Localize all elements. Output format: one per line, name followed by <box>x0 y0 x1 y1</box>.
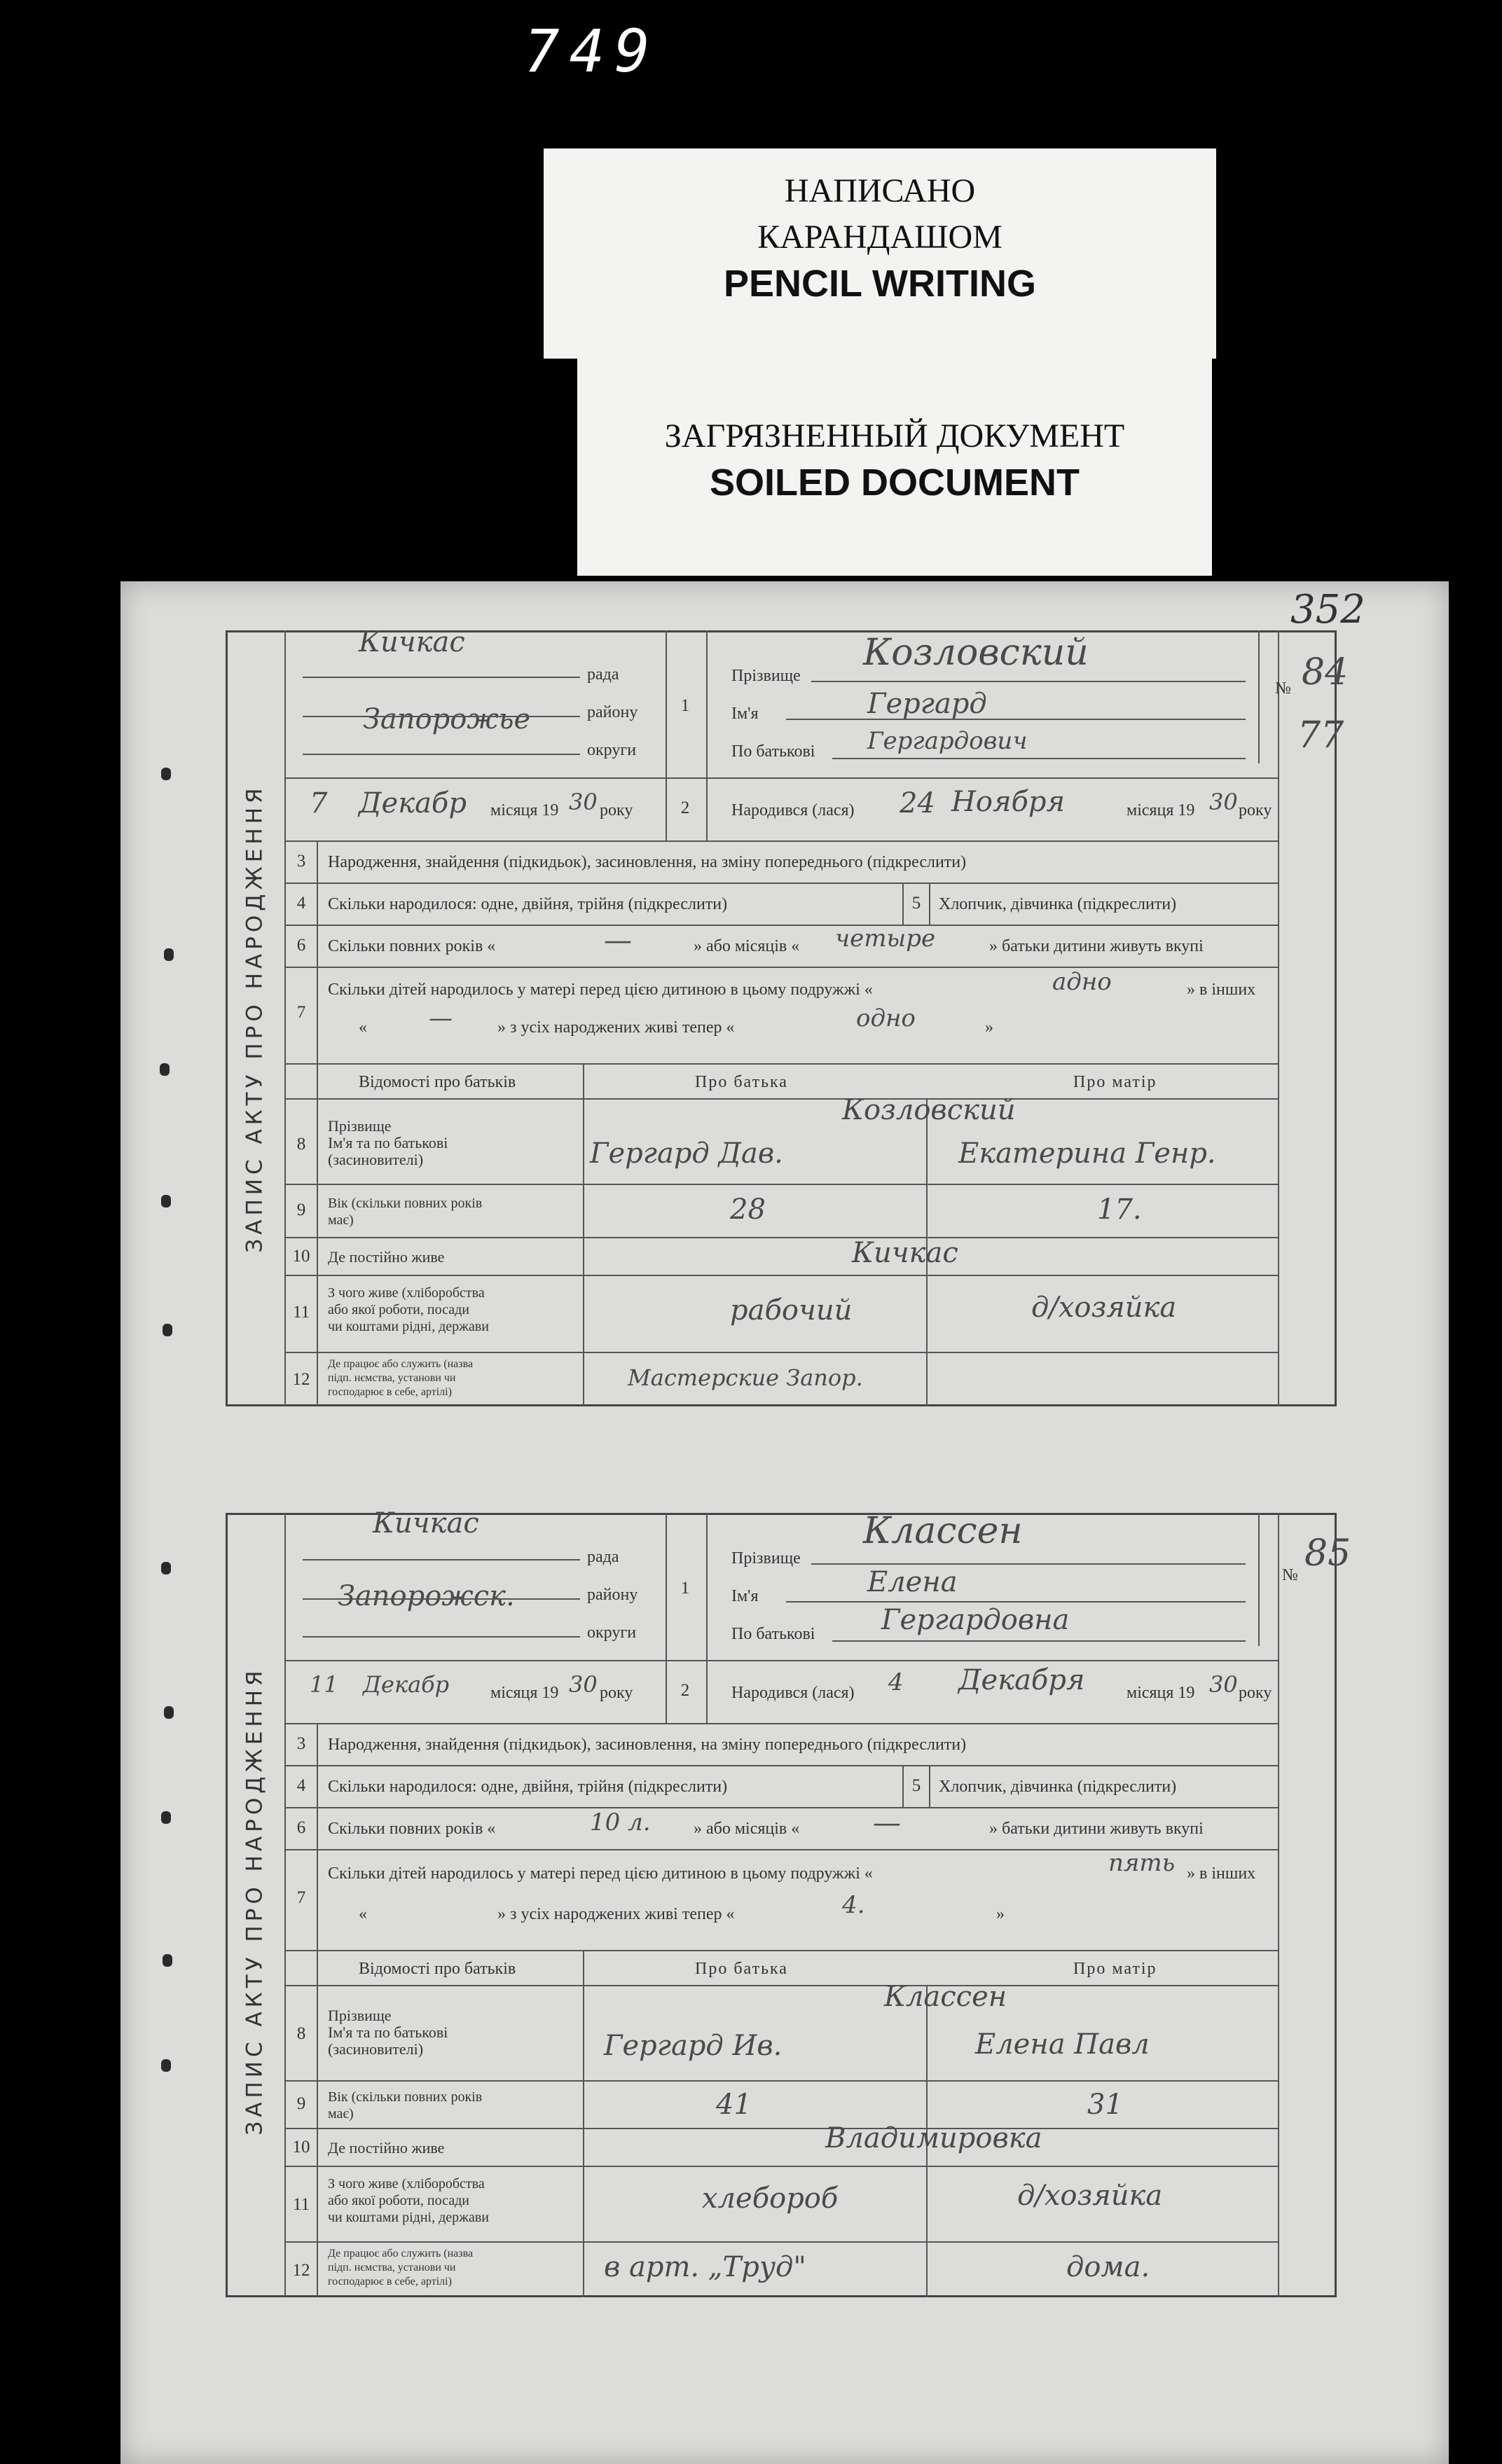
mother-header: Про матір <box>1073 1960 1157 1978</box>
registration-year: 30 <box>569 789 598 815</box>
registration-month: Декабр <box>359 787 467 819</box>
pencil-notice-ru-line1: НАПИСАНО <box>784 172 976 209</box>
children-before: пять <box>1108 1849 1176 1877</box>
months-together: четыре <box>835 925 936 953</box>
rada-value: Кичкас <box>373 1507 479 1539</box>
binding-hole <box>161 1562 171 1574</box>
row5-sex-text: Хлопчик, дівчинка (підкреслити) <box>939 1778 1177 1796</box>
number-label: № <box>1275 679 1291 698</box>
patronymic-label: По батькові <box>731 742 815 761</box>
row8-label: Прізвище Ім'я та по батькові (засиновителі) <box>328 1117 448 1168</box>
child-patronymic: Гергардовна <box>881 1604 1070 1636</box>
birth-month: Декабря <box>958 1664 1085 1696</box>
binding-hole <box>161 2059 171 2072</box>
child-name: Елена <box>867 1566 958 1598</box>
binding-hole <box>164 948 174 961</box>
binding-hole <box>164 1706 174 1719</box>
row3-text: Народження, знайдення (підкидьок), засиновлення, на зміну попереднього (підкреслити) <box>328 1736 967 1754</box>
birth-year: 30 <box>1209 789 1238 815</box>
registration-month: Декабр <box>363 1671 450 1698</box>
binding-hole <box>161 1195 171 1207</box>
born-month-label: місяця 19 <box>1126 1684 1195 1702</box>
rada-label: рада <box>587 1548 619 1566</box>
record-side-title: ЗАПИС АКТУ ПРО НАРОДЖЕННЯ <box>242 784 268 1253</box>
row9-label: Вік (скільки повних років має) <box>328 1196 483 1228</box>
born-label: Народився (лася) <box>731 1684 855 1702</box>
row3-text: Народження, знайдення (підкидьок), засиновлення, на зміну попереднього (підкреслити) <box>328 853 967 871</box>
birth-record-85: ЗАПИС АКТУ ПРО НАРОДЖЕННЯ Кичкас рада Запорожск. району округи 11 Декабр місяця 19 30 року 1 2 Прізвище Классен Ім'я Елена По батькові Гергардовна Народився (лася) 4 Декабря місяця 19 30 року № 85 3 Народження, знайдення (підкидьок), засиновлення, на зміну попереднього (підкреслити) 4 Скільки народилося: одне, двійня, трійня (підкреслити) 5 Хлопчик, дівчинка (підкреслити) 6 Скільки повних років « 10 л. » або місяців « — » батьки дитини живуть вкупі 7 Скільки дітей народилось у матері перед цією дитиною в цьому подружжі « пять » в інших « » з усіх народжених живі тепер « 4. » Відомості про батьків Про батька Про матір 8 Прізвище Ім'я та по батькові (засиновителі) Классен Гергард Ив. Елена Павл 9 Вік (скільки повних років має) 41 31 10 Де постійно живе Владимировка 11 З чого живе (хліборобства або якої роботи, посади чи коштами рідні, держави хлебороб д/хозяйка 12 Де працює або служить (назва підп. нємства, установи чи господарює в себе, артілі) в арт. „Труд" дома. <box>226 1513 1337 2289</box>
roku-label: року <box>600 1684 633 1702</box>
row9-label: Вік (скільки повних років має) <box>328 2089 483 2122</box>
patronymic-label: По батькові <box>731 1625 815 1643</box>
pencil-writing-notice <box>544 148 1216 359</box>
surname-label: Прізвище <box>731 667 801 685</box>
mother-age: 17. <box>1097 1193 1142 1226</box>
row10-label: Де постійно живе <box>328 2139 445 2157</box>
binding-hole <box>163 1954 172 1967</box>
registration-day: 11 <box>310 1671 338 1698</box>
okrug-label: округи <box>587 1624 637 1642</box>
month-year-label: місяця 19 <box>490 1684 559 1702</box>
name-label: Ім'я <box>731 705 759 723</box>
child-surname: Классен <box>863 1510 1023 1552</box>
mother-name: Екатерина Генр. <box>958 1137 1216 1170</box>
row8-label: Прізвище Ім'я та по батькові (засиновителі) <box>328 2007 448 2058</box>
pencil-notice-en: PENCIL WRITING <box>723 263 1036 305</box>
registration-year: 30 <box>569 1671 598 1698</box>
record-number: 85 <box>1304 1532 1351 1574</box>
page-number: 352 <box>1290 587 1365 632</box>
row11-label: З чого живе (хліборобства або якої роботи, посади чи коштами рідні, держави <box>328 2176 489 2225</box>
raion-label: району <box>587 1586 638 1604</box>
binding-hole <box>160 1063 170 1076</box>
birth-year: 30 <box>1209 1671 1238 1698</box>
father-header: Про батька <box>695 1073 788 1091</box>
children-alive: одно <box>856 1004 916 1032</box>
child-name: Гергард <box>867 688 987 720</box>
father-workplace: в арт. „Труд" <box>604 2251 806 2283</box>
mother-occupation: д/хозяйка <box>1031 1292 1177 1324</box>
residence: Владимировка <box>825 2122 1042 2154</box>
name-label: Ім'я <box>731 1587 759 1605</box>
father-occupation: хлебороб <box>702 2182 839 2215</box>
binding-hole <box>163 1324 172 1336</box>
mother-header: Про матір <box>1073 1073 1157 1091</box>
soiled-notice-en: SOILED DOCUMENT <box>709 462 1080 504</box>
row5-sex-text: Хлопчик, дівчинка (підкреслити) <box>939 895 1177 913</box>
row10-label: Де постійно живе <box>328 1248 445 1266</box>
father-name: Гергард Дав. <box>590 1137 783 1170</box>
born-roku-label: року <box>1239 1684 1272 1702</box>
surname-label: Прізвище <box>731 1549 801 1567</box>
born-roku-label: року <box>1239 801 1272 819</box>
birth-record-84: ЗАПИС АКТУ ПРО НАРОДЖЕННЯ Кичкас рада Запорожье району округи 7 Декабр місяця 19 30 року 1 2 Прізвище Козловский Ім'я Гергард По батькові Гергардович Народився (лася) 24 Ноября місяця 19 30 року № 84 77 3 Народження, знайдення (підкидьок), засиновлення, на зміну попереднього (підкреслити) 4 Скільки народилося: одне, двійня, трійня (підкреслити) 5 Хлопчик, дівчинка (підкреслити) 6 Скільки повних років « — » або місяців « четыре » батьки дитини живуть вкупі 7 Скільки дітей народилось у матері перед цією дитиною в цьому подружжі « адно » в інших « — » з усіх народжених живі тепер « одно » Відомості про батьків Про батька Про матір 8 Прізвище Ім'я та по батькові (засиновителі) Козловский Гергард Дав. Екатерина Генр. 9 Вік (скільки повних років має) 28 17. 10 Де постійно живе Кичкас 11 З чого живе (хліборобства або якої роботи, посади чи коштами рідні, держави рабочий д/хозяйка 12 Де працює або служить (назва підп. нємства, установи чи господарює в себе, артілі) Мастерские Запор. <box>226 630 1337 1406</box>
record-side-title: ЗАПИС АКТУ ПРО НАРОДЖЕННЯ <box>242 1666 268 2136</box>
row4-count-text: Скільки народилося: одне, двійня, трійня (підкреслити) <box>328 895 728 913</box>
mother-occupation: д/хозяйка <box>1017 2180 1163 2212</box>
number-label: № <box>1282 1566 1298 1584</box>
children-alive: 4. <box>842 1891 865 1919</box>
binding-hole <box>161 1811 171 1824</box>
birth-day: 24 <box>900 787 935 819</box>
birth-day: 4 <box>888 1668 904 1696</box>
father-occupation: рабочий <box>730 1294 853 1327</box>
family-surname: Классен <box>884 1981 1007 2013</box>
born-label: Народився (лася) <box>731 801 855 819</box>
years-together: — <box>604 925 632 957</box>
roku-label: року <box>600 801 633 819</box>
frame-number: 749 <box>524 17 660 85</box>
birth-month: Ноября <box>951 786 1065 818</box>
soiled-document-notice <box>577 353 1212 576</box>
raion-value: Запорожье <box>363 703 531 735</box>
mother-workplace: дома. <box>1066 2251 1150 2283</box>
raion-label: району <box>587 703 638 721</box>
row4-count-text: Скільки народилося: одне, двійня, трійня (підкреслити) <box>328 1778 728 1796</box>
born-month-label: місяця 19 <box>1126 801 1195 819</box>
months-together: — <box>873 1807 901 1839</box>
mother-name: Елена Павл <box>975 2028 1150 2061</box>
rada-value: Кичкас <box>359 626 465 658</box>
family-surname: Козловский <box>842 1094 1016 1126</box>
father-age: 41 <box>716 2089 752 2121</box>
raion-value: Запорожск. <box>338 1580 515 1612</box>
row11-label: З чого живе (хліборобства або якої роботи, посади чи коштами рідні, держави <box>328 1285 489 1334</box>
mother-age: 31 <box>1087 2089 1123 2121</box>
father-age: 28 <box>730 1193 766 1226</box>
binding-hole <box>161 768 171 780</box>
registration-day: 7 <box>310 787 328 819</box>
parents-header: Відомості про батьків <box>359 1073 516 1091</box>
pencil-notice-ru-line2: КАРАНДАШОМ <box>757 219 1003 256</box>
okrug-label: округи <box>587 741 637 759</box>
children-before: адно <box>1052 968 1112 996</box>
residence: Кичкас <box>852 1237 958 1269</box>
children-other: — <box>429 1004 453 1032</box>
month-year-label: місяця 19 <box>490 801 559 819</box>
father-workplace: Мастерские Запор. <box>628 1364 863 1391</box>
row12-label: Де працює або служить (назва підп. нємства, установи чи господарює в себе, артілі) <box>328 1358 474 1398</box>
father-name: Гергард Ив. <box>604 2030 783 2062</box>
row12-label: Де працює або служить (назва підп. нємства, установи чи господарює в себе, артілі) <box>328 2248 474 2287</box>
parents-header: Відомості про батьків <box>359 1960 516 1978</box>
soiled-notice-ru: ЗАГРЯЗНЕННЫЙ ДОКУМЕНТ <box>664 417 1125 455</box>
record-number-extra: 77 <box>1297 714 1344 756</box>
child-surname: Козловский <box>863 632 1089 674</box>
rada-label: рада <box>587 665 619 684</box>
record-number: 84 <box>1302 651 1349 693</box>
years-together: 10 л. <box>590 1808 651 1836</box>
child-patronymic: Гергардович <box>867 727 1028 755</box>
father-header: Про батька <box>695 1960 788 1978</box>
